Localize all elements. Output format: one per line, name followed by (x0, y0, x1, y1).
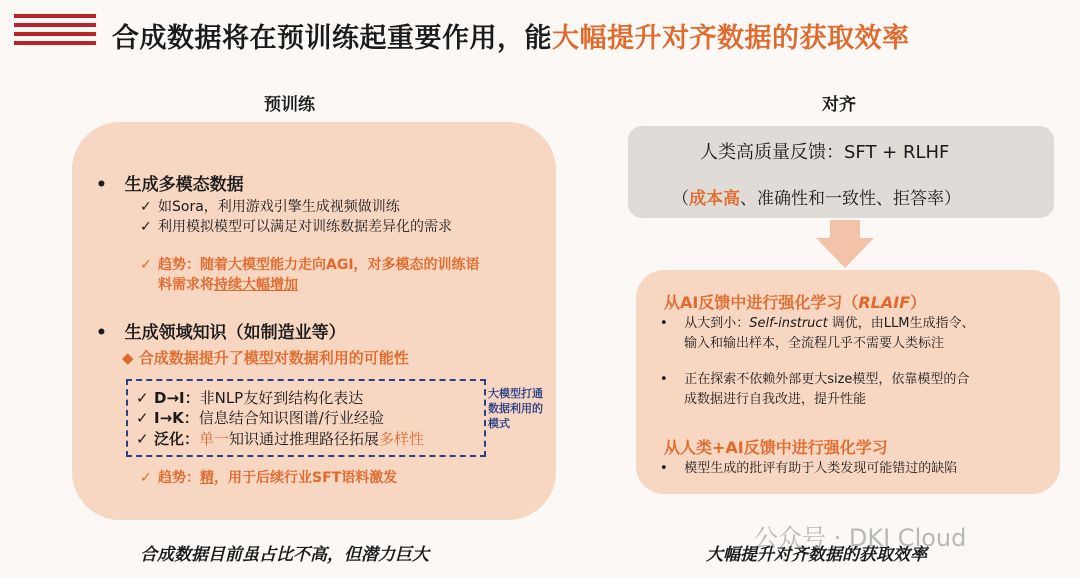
dash-item-1: ✓ D→I：非NLP友好到结构化表达 (136, 389, 364, 407)
trend-2: ✓ 趋势：精，用于后续行业SFT语料激发 (140, 470, 398, 486)
watermark: 公众号 · DKI Cloud (754, 524, 967, 552)
diamond-note: ◆ 合成数据提升了模型对数据利用的可能性 (122, 349, 409, 367)
check-icon: ✓ (140, 257, 152, 273)
page-title: 合成数据将在预训练起重要作用，能大幅提升对齐数据的获取效率 (112, 23, 910, 54)
right-caption: 大幅提升对齐数据的获取效率 (706, 545, 927, 565)
align-heading: 对齐 (822, 95, 856, 115)
bullet-multimodal: • 生成多模态数据 (96, 175, 244, 195)
check-icon: ✓ (136, 389, 149, 407)
logo-stripes (14, 14, 96, 56)
down-arrow-icon (816, 220, 874, 268)
trend-1-line2: 料需求将持续大幅增加 (158, 277, 298, 293)
check-icon: ✓ (140, 219, 152, 235)
left-caption: 合成数据目前虽占比不高，但潜力巨大 (140, 545, 429, 565)
side-note: 大模型打通数据利用的模式 (488, 387, 543, 430)
check-icon: ✓ (136, 409, 149, 427)
check-icon: ✓ (140, 199, 152, 215)
check-icon: ✓ (136, 430, 149, 448)
hybrid-heading: 从人类+AI反馈中进行强化学习 (664, 438, 888, 457)
dash-item-2: ✓ I→K：信息结合知识图谱/行业经验 (136, 409, 384, 427)
b1-item-1: ✓ 如Sora，利用游戏引擎生成视频做训练 (140, 199, 400, 215)
hybrid-bullet-1: • 模型生成的批评有助于人类发现可能错过的缺陷 (660, 461, 958, 476)
check-icon: ✓ (140, 470, 152, 486)
bullet-domain-knowledge: • 生成领域知识（如制造业等） (96, 323, 346, 343)
trend-1-line1: ✓ 趋势：随着大模型能力走向AGI，对多模态的训练语 (140, 257, 480, 273)
rlaif-bullet-1: • 从大到小：Self-instruct 调优，由LLM生成指令、 (660, 316, 975, 331)
rlaif-heading: 从AI反馈中进行强化学习（RLAIF） (664, 293, 927, 312)
gray-subtitle: （成本高、准确性和一致性、拒答率） (672, 189, 961, 209)
rlaif-bullet-2: • 正在探索不依赖外部更大size模型，依靠模型的合 (660, 372, 970, 387)
rlaif-bullet-1-cont: 输入和输出样本，全流程几乎不需要人类标注 (684, 336, 945, 351)
gray-title: 人类高质量反馈：SFT + RLHF (700, 142, 950, 163)
b1-item-2: ✓ 利用模拟模型可以满足对训练数据差异化的需求 (140, 219, 452, 235)
dash-item-3: ✓ 泛化：单一知识通过推理路径拓展多样性 (136, 430, 425, 448)
pretrain-heading: 预训练 (264, 95, 315, 115)
rlaif-bullet-2-cont: 成数据进行自我改进，提升性能 (684, 392, 867, 407)
